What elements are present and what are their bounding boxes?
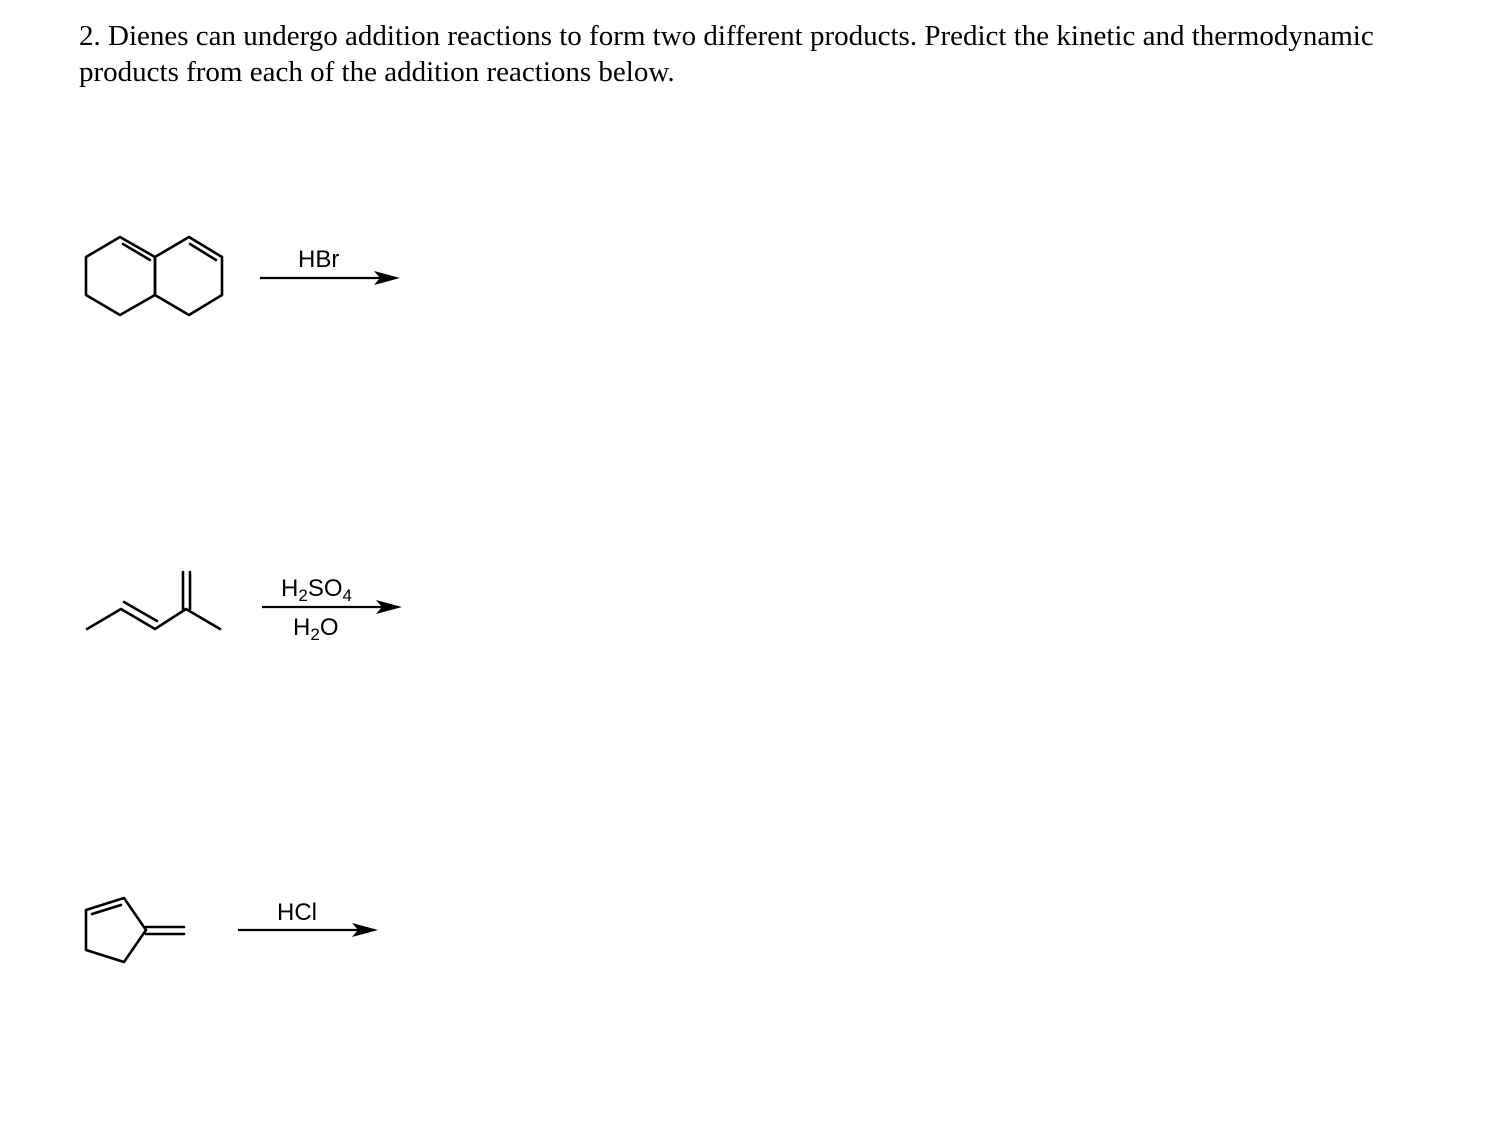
reagent-hbr: HBr (298, 246, 340, 273)
reagent-so-subscript: 4 (342, 586, 352, 605)
reagent-h: H (281, 575, 299, 602)
water-o: O (319, 614, 339, 641)
methylenecyclopentene-structure (86, 898, 184, 962)
reagent-hcl: HCl (277, 899, 317, 926)
reagent-h-subscript: 2 (298, 586, 308, 605)
question-text: 2. Dienes can undergo addition reactions to form two different products. Predict the kinetic and thermodynamic products from each of the addition reactions below. (79, 20, 1374, 88)
water-h: H (293, 614, 311, 641)
reagent-so: SO (307, 575, 343, 602)
water-h-subscript: 2 (310, 625, 320, 644)
